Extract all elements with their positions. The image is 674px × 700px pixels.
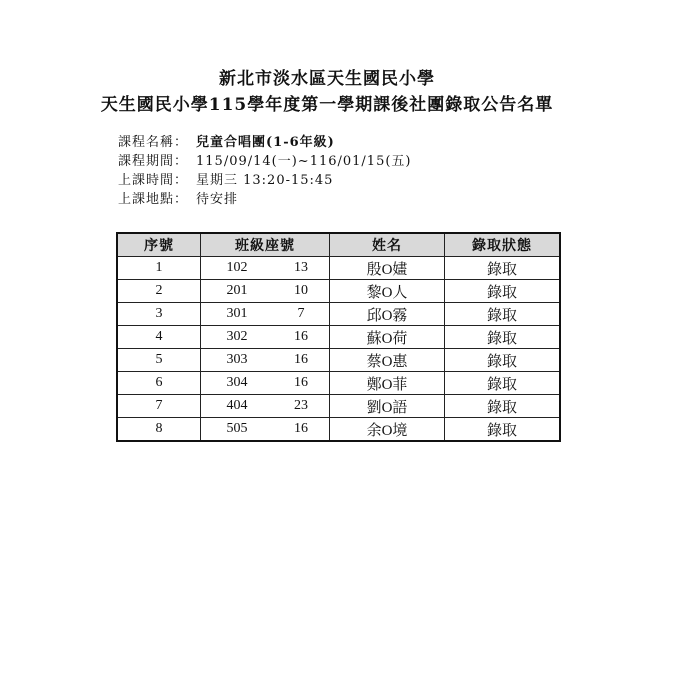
cell-name: 殷O嫿 <box>330 257 445 280</box>
cell-class: 301 <box>201 303 274 326</box>
table-row <box>117 395 560 418</box>
cell-status: 錄取 <box>445 395 561 418</box>
course-name-value: 兒童合唱團(1-6年級) <box>196 135 335 150</box>
header-class-seat: 班級座號 <box>201 233 330 257</box>
course-name-row <box>118 133 412 152</box>
cell-class: 303 <box>201 349 274 372</box>
cell-status: 錄取 <box>445 418 561 442</box>
class-location-value: 待安排 <box>196 192 239 207</box>
class-time-label: 上課時間： <box>118 173 189 188</box>
table-row <box>117 280 560 303</box>
cell-no: 6 <box>117 372 201 395</box>
table-row <box>117 257 560 280</box>
cell-status: 錄取 <box>445 372 561 395</box>
cell-status: 錄取 <box>445 326 561 349</box>
cell-seat: 10 <box>273 280 330 303</box>
course-period-row <box>118 152 412 171</box>
cell-no: 7 <box>117 395 201 418</box>
cell-no: 8 <box>117 418 201 442</box>
cell-no: 4 <box>117 326 201 349</box>
class-location-row <box>118 190 412 209</box>
cell-seat: 13 <box>273 257 330 280</box>
cell-status: 錄取 <box>445 280 561 303</box>
cell-no: 3 <box>117 303 201 326</box>
cell-no: 1 <box>117 257 201 280</box>
table-row <box>117 303 560 326</box>
cell-name: 劉O語 <box>330 395 445 418</box>
table-row <box>117 326 560 349</box>
class-time-row <box>118 171 412 190</box>
cell-class: 304 <box>201 372 274 395</box>
cell-no: 2 <box>117 280 201 303</box>
header-status: 錄取狀態 <box>445 233 561 257</box>
cell-seat: 16 <box>273 372 330 395</box>
cell-seat: 16 <box>273 349 330 372</box>
cell-class: 302 <box>201 326 274 349</box>
cell-class: 102 <box>201 257 274 280</box>
cell-class: 404 <box>201 395 274 418</box>
header-no: 序號 <box>117 233 201 257</box>
course-name-label: 課程名稱： <box>118 135 189 150</box>
table-header-row <box>117 233 560 257</box>
course-info <box>118 133 412 209</box>
cell-name: 蔡O惠 <box>330 349 445 372</box>
class-location-label: 上課地點： <box>118 192 189 207</box>
cell-name: 黎O人 <box>330 280 445 303</box>
class-time-value: 星期三 13:20-15:45 <box>196 173 334 188</box>
cell-seat: 16 <box>273 326 330 349</box>
cell-status: 錄取 <box>445 257 561 280</box>
announcement-title: 天生國民小學115學年度第一學期課後社團錄取公告名單 <box>100 95 554 115</box>
table-row <box>117 418 560 442</box>
course-period-label: 課程期間： <box>118 154 189 169</box>
cell-name: 邱O霧 <box>330 303 445 326</box>
school-title: 新北市淡水區天生國民小學 <box>219 69 435 89</box>
table-row <box>117 349 560 372</box>
cell-name: 余O境 <box>330 418 445 442</box>
cell-status: 錄取 <box>445 349 561 372</box>
cell-seat: 7 <box>273 303 330 326</box>
table-row <box>117 372 560 395</box>
cell-name: 鄭O菲 <box>330 372 445 395</box>
cell-name: 蘇O荷 <box>330 326 445 349</box>
cell-class: 201 <box>201 280 274 303</box>
header-name: 姓名 <box>330 233 445 257</box>
course-period-value: 115/09/14(一)~116/01/15(五) <box>196 154 412 169</box>
cell-status: 錄取 <box>445 303 561 326</box>
cell-no: 5 <box>117 349 201 372</box>
cell-seat: 16 <box>273 418 330 442</box>
cell-seat: 23 <box>273 395 330 418</box>
cell-class: 505 <box>201 418 274 442</box>
admission-table <box>116 232 561 442</box>
